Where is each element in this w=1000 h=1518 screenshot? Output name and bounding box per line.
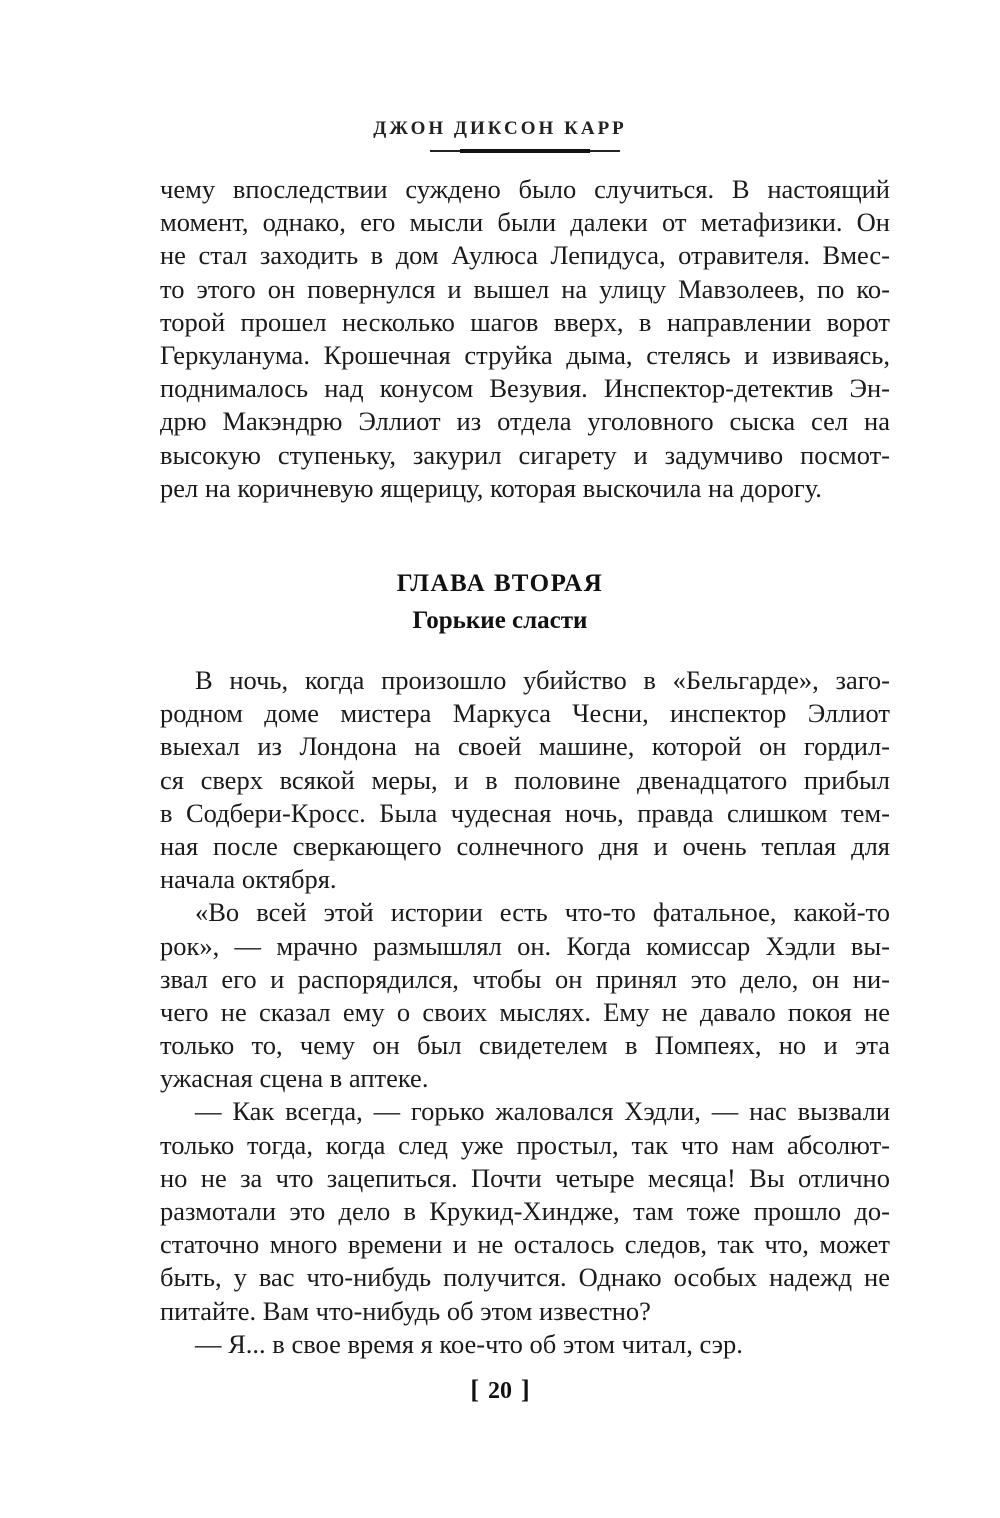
text-line: рел на коричневую ящерицу, которая выскочила на дорогу. bbox=[160, 472, 822, 503]
text-line: ужасная сцена в аптеке. bbox=[160, 1063, 429, 1094]
text-line: поднималось над конусом Везувия. Инспектор-детектив Эн- bbox=[160, 373, 890, 404]
text-line: быть, у вас что-нибудь получится. Однако особых надежд не bbox=[160, 1262, 890, 1293]
text-line: статочно много времени и не осталось следов, так что, может bbox=[160, 1229, 890, 1260]
continuation-paragraph bbox=[160, 173, 890, 505]
page-number-value: 20 bbox=[488, 1378, 512, 1404]
chapter-body bbox=[160, 664, 890, 1361]
text-line: не стал заходить в дом Аулюса Лепидуса, отравителя. Вмес- bbox=[160, 240, 890, 271]
text-line: ся сверх всякой меры, и в половине двенадцатого прибыл bbox=[160, 764, 890, 795]
text-line: торой прошел несколько шагов вверх, в направлении ворот bbox=[160, 306, 890, 337]
running-head: ДЖОН ДИКСОН КАРР bbox=[373, 118, 627, 139]
header-rule bbox=[430, 150, 620, 152]
text-line: В ночь, когда произошло убийство в «Бельгарде», заго- bbox=[195, 665, 890, 695]
text-line: «Во всей этой истории есть что-то фатальное, какой-то bbox=[195, 897, 890, 928]
text-line: чему впоследствии суждено было случиться. В настоящий bbox=[160, 174, 890, 204]
text-line: в Содбери-Кросс. Была чудесная ночь, правда слишком тем- bbox=[160, 797, 890, 828]
text-line: размотали это дело в Крукид-Хиндже, там тоже прошло до- bbox=[160, 1196, 890, 1226]
text-line: чего не сказал ему о своих мыслях. Ему не давало покоя не bbox=[160, 996, 890, 1027]
page-number bbox=[0, 1375, 1000, 1405]
text-line: только тогда, когда след уже простыл, так что нам абсолют- bbox=[160, 1129, 890, 1160]
text-line: момент, однако, его мысли были далеки от метафизики. Он bbox=[160, 207, 890, 238]
text-line: то этого он повернулся и вышел на улицу Мавзолеев, по ко- bbox=[160, 273, 890, 304]
chapter-subtitle: Горькие сласти bbox=[412, 607, 588, 634]
text-line: ная после сверкающего солнечного дня и очень теплая для bbox=[160, 830, 890, 861]
folio-bracket-left: [ bbox=[470, 1375, 479, 1404]
text-line: Геркуланума. Крошечная струйка дыма, стелясь и извиваясь, bbox=[160, 339, 890, 370]
folio-bracket-right: ] bbox=[521, 1375, 530, 1404]
text-line: — Как всегда, — горько жаловался Хэдли, — нас вызвали bbox=[195, 1096, 890, 1127]
text-line: рок», — мрачно размышлял он. Когда комиссар Хэдли вы- bbox=[160, 930, 890, 961]
text-line: звал его и распорядился, чтобы он принял это дело, он ни- bbox=[160, 963, 890, 994]
text-line: родном доме мистера Маркуса Чесни, инспектор Эллиот bbox=[160, 698, 890, 729]
text-line: дрю Макэндрю Эллиот из отдела уголовного сыска сел на bbox=[160, 406, 890, 437]
text-line: но не за что зацепиться. Почти четыре месяца! Вы отлично bbox=[160, 1162, 890, 1193]
text-line: начала октября. bbox=[160, 864, 337, 895]
text-line: только то, чему он был свидетелем в Помпеях, но и эта bbox=[160, 1030, 890, 1061]
text-line: высокую ступеньку, закурил сигарету и задумчиво посмот- bbox=[160, 439, 890, 470]
text-line: — Я... в свое время я кое-что об этом читал, сэр. bbox=[195, 1328, 743, 1359]
chapter-title: ГЛАВА ВТОРАЯ bbox=[396, 570, 604, 597]
text-line: питайте. Вам что-нибудь об этом известно? bbox=[160, 1295, 651, 1326]
text-line: выехал из Лондона на своей машине, которой он гордил- bbox=[160, 731, 890, 762]
